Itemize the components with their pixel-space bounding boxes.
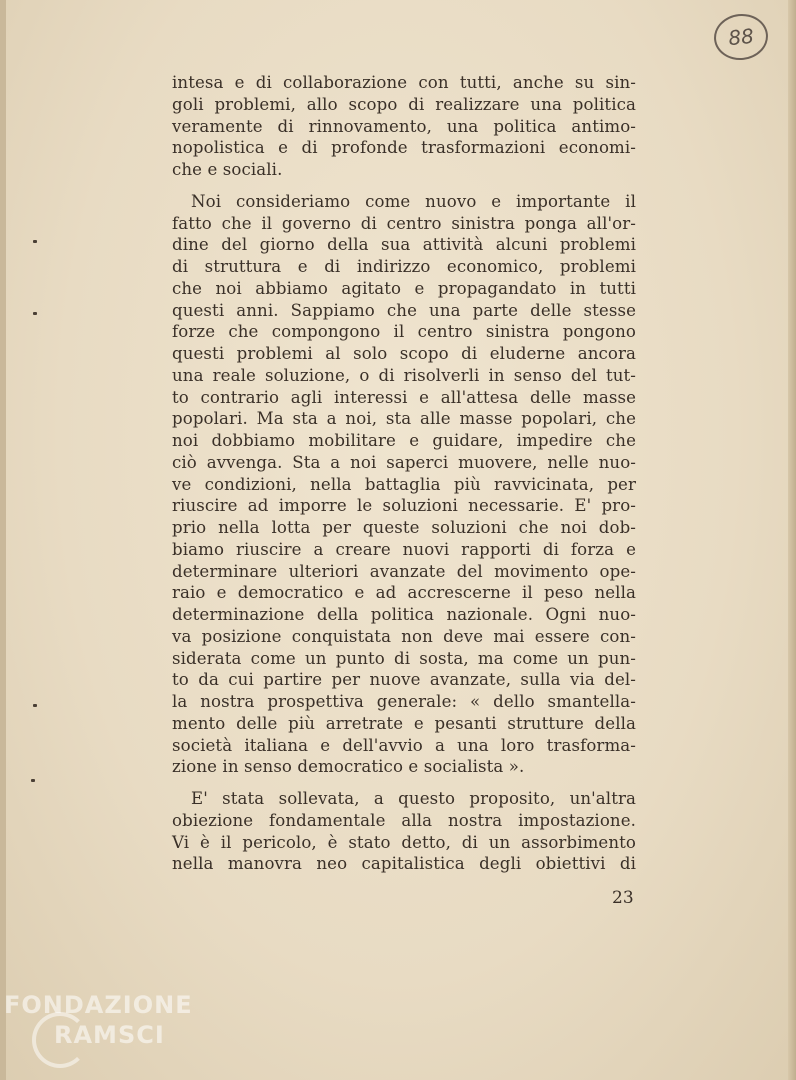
- text-line: mento delle più arretrate e pesanti strutture della: [172, 713, 636, 733]
- margin-mark: [33, 240, 37, 243]
- text-line: determinazione della politica nazionale. Ogni nuo-: [172, 605, 636, 624]
- text-line: to da cui partire per nuove avanzate, sulla via del-: [172, 670, 636, 690]
- text-line: intesa e di collaborazione con tutti, anche su sin-: [172, 73, 636, 92]
- text-line: veramente di rinnovamento, una politica antimo-: [172, 116, 636, 136]
- text-line: goli problemi, allo scopo di realizzare una politica: [172, 94, 636, 114]
- page-number: 23: [612, 888, 634, 908]
- text-line: siderata come un punto di sosta, ma come un pun-: [172, 648, 636, 668]
- text-line: prio nella lotta per queste soluzioni che noi dob-: [172, 518, 636, 537]
- text-line: la nostra prospettiva generale: « dello smantella-: [172, 692, 636, 711]
- text-line: che e sociali.: [172, 160, 283, 179]
- body-text: [172, 72, 636, 885]
- paragraph: [172, 72, 636, 181]
- paragraph: [172, 191, 636, 778]
- text-line: zione in senso democratico e socialista ».: [172, 757, 525, 777]
- text-line: dine del giorno della sua attività alcuni problemi: [172, 235, 636, 255]
- watermark-logo: [4, 990, 193, 1050]
- text-line: forze che compongono il centro sinistra pongono: [172, 322, 636, 342]
- text-line: questi anni. Sappiamo che una parte delle stesse: [172, 300, 636, 320]
- text-line: ve condizioni, nella battaglia più ravvicinata, per: [172, 474, 636, 494]
- text-line: determinare ulteriori avanzate del movimento ope-: [172, 561, 636, 581]
- watermark-line-2: RAMSCI: [54, 1021, 165, 1049]
- text-line: che noi abbiamo agitato e propagandato in tutti: [172, 278, 636, 298]
- page-right-edge: [788, 0, 796, 1080]
- text-line: raio e democratico e ad accrescerne il peso nella: [172, 583, 636, 603]
- text-line: questi problemi al solo scopo di eluderne ancora: [172, 344, 636, 363]
- text-line: va posizione conquistata non deve mai essere con-: [172, 626, 636, 646]
- text-line: E' stata sollevata, a questo proposito, un'altra: [191, 789, 636, 808]
- page-left-edge: [0, 0, 6, 1080]
- margin-mark: [33, 704, 37, 707]
- watermark-line-1: FONDAZIONE: [4, 991, 193, 1019]
- text-line: obiezione fondamentale alla nostra impostazione.: [172, 810, 636, 830]
- text-line: di struttura e di indirizzo economico, problemi: [172, 257, 636, 276]
- text-line: biamo riuscire a creare nuovi rapporti di forza e: [172, 539, 636, 559]
- text-line: popolari. Ma sta a noi, sta alle masse popolari, che: [172, 409, 636, 429]
- text-line: noi dobbiamo mobilitare e guidare, impedire che: [172, 431, 636, 450]
- archive-stamp: [712, 11, 771, 62]
- text-line: fatto che il governo di centro sinistra ponga all'or-: [172, 213, 636, 233]
- text-line: società italiana e dell'avvio a una loro trasforma-: [172, 735, 636, 755]
- text-line: to contrario agli interessi e all'attesa delle masse: [172, 387, 636, 407]
- text-line: una reale soluzione, o di risolverli in senso del tut-: [172, 365, 636, 385]
- paragraph: [172, 788, 636, 875]
- text-line: Noi consideriamo come nuovo e importante il: [191, 191, 636, 211]
- text-line: nopolistica e di profonde trasformazioni economi-: [172, 138, 636, 158]
- text-line: riuscire ad imporre le soluzioni necessarie. E' pro-: [172, 496, 636, 516]
- margin-mark: [33, 312, 37, 315]
- text-line: nella manovra neo capitalistica degli obiettivi di: [172, 854, 636, 874]
- margin-mark: [31, 779, 35, 782]
- text-line: Vi è il pericolo, è stato detto, di un assorbimento: [172, 832, 636, 852]
- text-line: ciò avvenga. Sta a noi saperci muovere, nelle nuo-: [172, 452, 636, 472]
- archive-stamp-number: 88: [727, 23, 755, 51]
